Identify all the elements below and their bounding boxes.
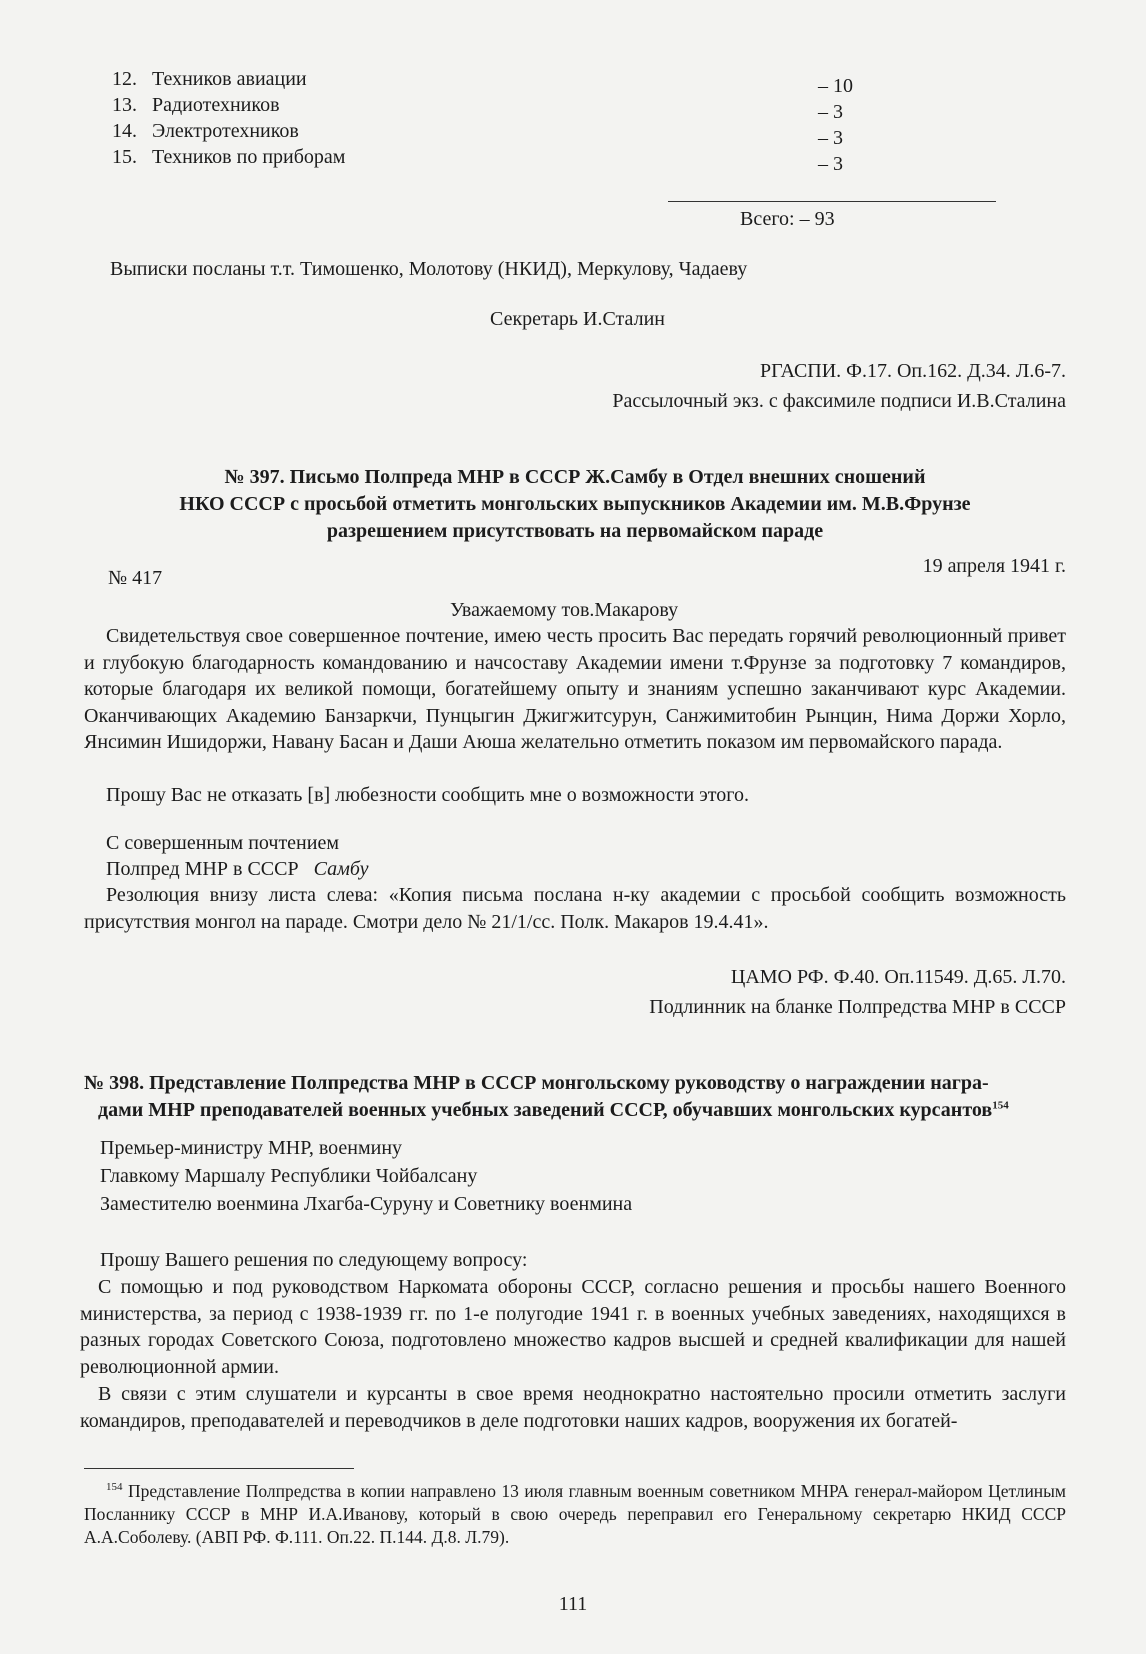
document-397-title	[84, 464, 1066, 545]
letter-date: 19 апреля 1941 г.	[922, 555, 1066, 577]
list-item-label: Техников авиации	[152, 68, 307, 90]
archival-source	[612, 356, 1066, 416]
addressee-line: Премьер-министру МНР, военмину	[100, 1137, 403, 1159]
total-divider	[668, 201, 996, 202]
list-item-number: 15.	[112, 146, 137, 168]
letter-resolution: Резолюция внизу листа слева: «Копия письма послана н-ку академии с просьбой сообщить возможность присутствия монгол на параде. Смотри дело № 21/1/сс. Полк. Макаров 19.4.41».	[84, 884, 1066, 933]
list-item-label: Электротехников	[152, 120, 299, 142]
document-body-paragraph: С помощью и под руководством Наркомата обороны СССР, согласно решения и просьбы нашего Военного министерства, за период с 1938-1939 гг. по 1-е полугодие 1941 г. в военных учебных заведениях, находящихся в разных городах Советского Союза, подготовлено множество кадров высшей и средней квалификации для нашей революционной армии.	[80, 1276, 1066, 1378]
archival-source-ref: ЦАМО РФ. Ф.40. Оп.11549. Д.65. Л.70.	[730, 966, 1066, 988]
archival-source	[649, 962, 1066, 1022]
list-item-value: – 3	[818, 101, 843, 123]
list-item-value: – 3	[818, 153, 843, 175]
document-title-line: № 398. Представление Полпредства МНР в СССР монгольскому руководству о награждении награ-	[84, 1072, 989, 1094]
secretary-signature: Секретарь И.Сталин	[490, 308, 665, 330]
letter-body-paragraph: Свидетельствуя свое совершенное почтение, имею честь просить Вас передать горячий революционный привет и глубокую благодарность командованию и начсоставу Академии имени т.Фрунзе за подготовку 7 командиров, которые благодаря их великой помощи, богатейшему опыту и знаниям успешно заканчивают курс Академии. Оканчивающих Академию Банзаркчи, Пунцыгин Джигжитсурун, Санжимитобин Рынцин, Нима Доржи Хорло, Янсимин Ишидоржи, Навану Басан и Даши Аюша желательно отметить показом им первомайского парада.	[84, 625, 1066, 753]
list-item-value: – 10	[818, 75, 853, 97]
document-title-line: № 397. Письмо Полпреда МНР в СССР Ж.Самбу в Отдел внешних сношений	[224, 466, 926, 488]
letter-addressee: Уважаемому тов.Макарову	[450, 599, 679, 621]
letter-body-paragraph: Прошу Вас не отказать [в] любезности сообщить мне о возможности этого.	[106, 784, 749, 806]
document-398-title	[84, 1070, 1066, 1124]
list-item-label: Техников по приборам	[152, 146, 346, 168]
document-title-line: НКО СССР с просьбой отметить монгольских выпускников Академии им. М.В.Фрунзе	[179, 493, 971, 515]
list-total: Всего: – 93	[740, 208, 835, 230]
document-title-line-2	[84, 1097, 1066, 1124]
list-item-number: 13.	[112, 94, 137, 116]
list-item-number: 12.	[112, 68, 137, 90]
signature-name: Самбу	[313, 858, 369, 880]
archival-source-ref: РГАСПИ. Ф.17. Оп.162. Д.34. Л.6-7.	[760, 360, 1066, 382]
letter-signature	[106, 856, 369, 882]
list-item	[112, 68, 307, 91]
addressee-line: Главкому Маршалу Республики Чойбалсану	[100, 1165, 478, 1187]
list-item-label: Радиотехников	[152, 94, 280, 116]
document-body-paragraph: В связи с этим слушатели и курсанты в свое время неоднократно настоятельно просили отметить заслуги командиров, преподавателей и переводчиков в деле подготовки наших кадров, вооружения их богатей-	[80, 1383, 1066, 1432]
archival-source-note: Подлинник на бланке Полпредства МНР в СССР	[649, 996, 1066, 1018]
letter-closing: С совершенным почтением	[106, 832, 339, 854]
letter-number: № 417	[108, 567, 163, 589]
page-number: 111	[558, 1593, 588, 1615]
list-item-number: 14.	[112, 120, 137, 142]
document-body-paragraph: Прошу Вашего решения по следующему вопросу:	[100, 1249, 528, 1271]
list-item-value: – 3	[818, 127, 843, 149]
signature-label: Полпред МНР в СССР	[106, 858, 299, 880]
list-item	[112, 146, 345, 169]
distribution-note: Выписки посланы т.т. Тимошенко, Молотову (НКИД), Меркулову, Чадаеву	[110, 258, 748, 280]
document-title-line: дами МНР преподавателей военных учебных заведений СССР, обучавших монгольских курсантов	[98, 1099, 993, 1121]
footnote-text: Представление Полпредства в копии направлено 13 июля главным военным советником МНРА генерал-майором Цетлиным Посланнику СССР в МНР И.А.Иванову, который в свою очередь переправил его Генеральному секретарю НКИД СССР А.А.Соболеву. (АВП РФ. Ф.111. Оп.22. П.144. Д.8. Л.79).	[84, 1481, 1067, 1547]
archival-source-note: Рассылочный экз. с факсимиле подписи И.В.Сталина	[612, 390, 1066, 412]
list-item	[112, 94, 280, 117]
document-title-line: разрешением присутствовать на первомайском параде	[326, 520, 824, 542]
addressee-line: Заместителю военмина Лхагба-Суруну и Советнику военмина	[100, 1193, 633, 1215]
footnote-divider	[84, 1468, 354, 1469]
footnote-reference: 154	[992, 1099, 1009, 1112]
footnote	[84, 1480, 1066, 1549]
footnote-mark: 154	[106, 1481, 123, 1494]
list-item	[112, 120, 299, 143]
